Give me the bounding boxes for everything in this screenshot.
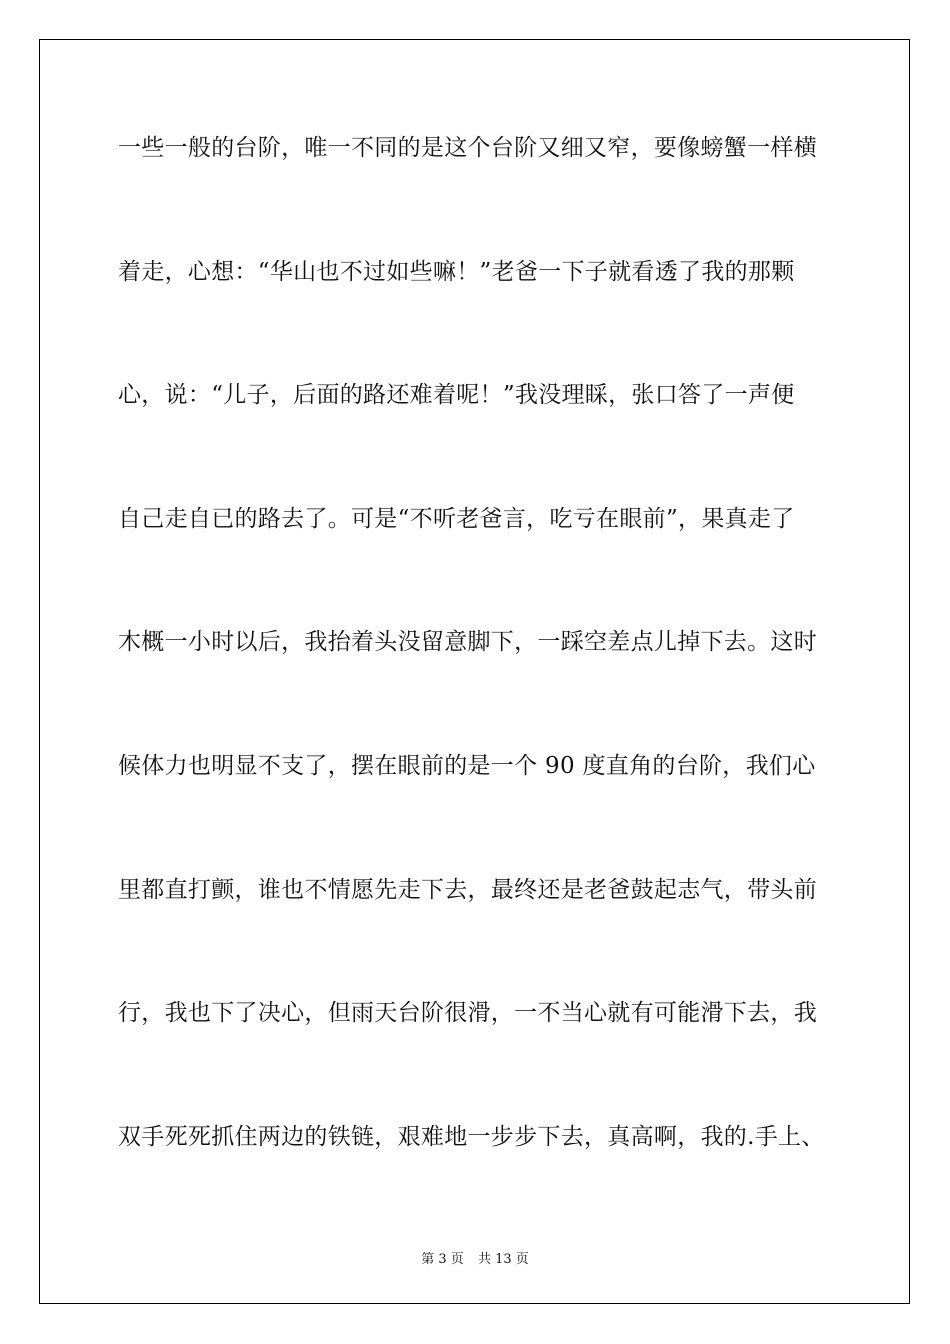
page-footer	[0, 1248, 950, 1267]
text-line-4: 自己走自已的路去了。可是“不听老爸言，吃亏在眼前”，果真走了	[118, 505, 795, 532]
page-number: 第 3 页	[421, 1252, 464, 1267]
text-line-1: 一些一般的台阶，唯一不同的是这个台阶又细又窄，要像螃蟹一样横	[118, 135, 817, 161]
total-pages: 共 13 页	[477, 1252, 529, 1267]
text-line-6: 候体力也明显不支了，摆在眼前的是一个 90 度直角的台阶，我们心	[118, 752, 816, 779]
text-line-7: 里都直打颤，谁也不情愿先走下去，最终还是老爸鼓起志气，带头前	[118, 876, 817, 903]
text-line-2: 着走，心想：“华山也不过如些嘛！”老爸一下子就看透了我的那颗	[118, 258, 795, 285]
text-line-8: 行，我也下了决心，但雨天台阶很滑，一不当心就有可能滑下去，我	[118, 1000, 817, 1027]
document-body	[118, 128, 838, 1240]
text-line-5: 木概一小时以后，我抬着头没留意脚下，一踩空差点儿掉下去。这时	[118, 629, 817, 656]
text-line-3: 心，说：“儿子，后面的路还难着呢！”我没理睬，张口答了一声便	[118, 382, 795, 409]
text-line-9: 双手死死抓住两边的铁链，艰难地一步步下去，真高啊，我的.手上、	[118, 1123, 825, 1150]
